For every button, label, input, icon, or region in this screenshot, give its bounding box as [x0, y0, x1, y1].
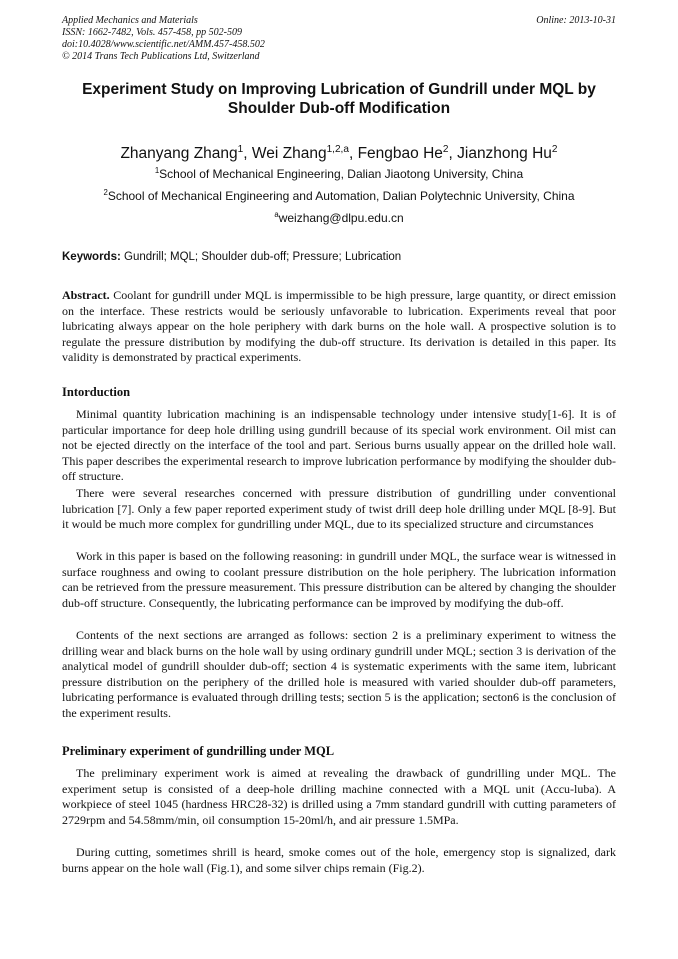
author-separator: , — [243, 145, 252, 162]
email-text[interactable]: weizhang@dlpu.edu.cn — [278, 211, 404, 225]
intro-paragraph-2: There were several researches concerned with pressure distribution of gundrilling under conventional lubrication [7]. Only a few paper reported experiment study of twist drill deep hole drilling under MQL [8-9]. But it would be much more complex for gundrilling under MQL, due to its specialized structure and circumstances — [62, 486, 616, 531]
intro-paragraph-3: Work in this paper is based on the following reasoning: in gundrill under MQL, the surface wear is witnessed in surface roughness and owing to coolant pressure distribution on the hole periphery. The lubrication information can be retrieved from the pressure measurement. This pressure distribution can be altered by changing the shoulder dub-off structure. Consequently, the lubricating performance can be improved by modifying the dub-off. — [62, 549, 616, 610]
author-name: Jianzhong Hu — [457, 145, 552, 162]
affiliation-text: School of Mechanical Engineering and Automation, Dalian Polytechnic University, China — [107, 189, 575, 203]
author-name: Fengbao He — [357, 145, 443, 162]
prelim-paragraph-2: During cutting, sometimes shrill is heard, smoke comes out of the hole, emergency stop is signalized, dark burns appear on the hole wall (Fig.1), and some silver chips remain (Fig.2). — [62, 845, 616, 875]
author-separator: , — [348, 145, 358, 162]
journal-name: Applied Mechanics and Materials — [62, 15, 198, 26]
affiliation-2 — [0, 189, 678, 203]
author-name: Zhanyang Zhang — [120, 145, 238, 162]
keywords-label: Keywords: — [62, 251, 121, 263]
keywords-text: Gundrill; MQL; Shoulder dub-off; Pressure; Lubrication — [124, 251, 402, 263]
affiliation-mark: 2 — [103, 188, 108, 197]
author-affiliation-mark: 1 — [237, 143, 244, 155]
author-affiliation-mark: 2 — [551, 143, 558, 155]
doi-line[interactable]: doi:10.4028/www.scientific.net/AMM.457-458.502 — [62, 39, 265, 50]
affiliation-1 — [0, 167, 678, 181]
keywords-line — [62, 251, 616, 263]
affiliation-text: School of Mechanical Engineering, Dalian Jiaotong University, China — [159, 167, 524, 181]
journal-header — [62, 15, 616, 63]
section-heading-introduction: Intorduction — [62, 385, 131, 399]
intro-paragraph-4: Contents of the next sections are arranged as follows: section 2 is a preliminary experiment to witness the drilling wear and black burns on the hole wall by using ordinary gundrill under MQL; section 3 is derivation of the analytical model of gundrill shoulder dub-off; section 4 is systematic experiments with the same item, lubricant pressure distribution on the periphery of the drilled hole is measured with varied shoulder dub-off parameters, lubricating performance is evaluated through drilling tests; section 5 is the application; secton6 is the conclusion of the experiment results. — [62, 628, 616, 720]
abstract-paragraph — [62, 288, 616, 366]
corresponding-email — [0, 211, 678, 225]
intro-paragraph-1: Minimal quantity lubrication machining is an indispensable technology under intensive study[1-6]. It is of particular importance for deep hole drilling using gundrill because of its special work environment. Oil mist can not be ejected directly on the interface of the tool and part. Serious burns usually appear on the drilled hole wall. This paper describes the experimental research to improve lubrication performance by modifying the shoulder dub-off structure. — [62, 407, 616, 483]
paper-title: Experiment Study on Improving Lubrication of Gundrill under MQL by Shoulder Dub-off Modification — [82, 81, 596, 117]
author-list — [0, 145, 678, 163]
abstract-label: Abstract. — [62, 288, 110, 302]
affiliation-mark: 1 — [154, 166, 160, 175]
author-separator: , — [448, 145, 458, 162]
author-affiliation-mark: 2 — [442, 143, 449, 155]
issn-line: ISSN: 1662-7482, Vols. 457-458, pp 502-509 — [62, 27, 242, 38]
author-affiliation-mark: 1,2,a — [326, 143, 349, 155]
section-heading-preliminary: Preliminary experiment of gundrilling under MQL — [62, 744, 335, 758]
copyright-line: © 2014 Trans Tech Publications Ltd, Switzerland — [62, 51, 260, 62]
abstract-text: Coolant for gundrill under MQL is impermissible to be high pressure, large quantity, or direct emission on the interface. These restricts would be seriously unfavorable to lubrication. Experiments reveal that poor lubricating always appear on the hole periphery with dark burns on the hole wall. A prospective solution is to regulate the pressure distribution by modifying the dub-off structure. Its derivation is detailed in this paper. Its validity is demonstrated by practical experiments. — [62, 288, 617, 364]
prelim-paragraph-1: The preliminary experiment work is aimed at revealing the drawback of gundrilling under MQL. The experiment setup is consisted of a deep-hole drilling machine connected with a MQL unit (Accu-luba). A workpiece of steel 1045 (hardness HRC28-32) is drilled using a 7mm standard gundrill with cutting parameters of 2729rpm and 54.58mm/min, oil consumption 15-20ml/h, and air pressure 1.5MPa. — [62, 766, 616, 827]
email-mark: a — [274, 210, 279, 219]
author-name: Wei Zhang — [251, 145, 327, 162]
online-date: Online: 2013-10-31 — [536, 15, 616, 26]
